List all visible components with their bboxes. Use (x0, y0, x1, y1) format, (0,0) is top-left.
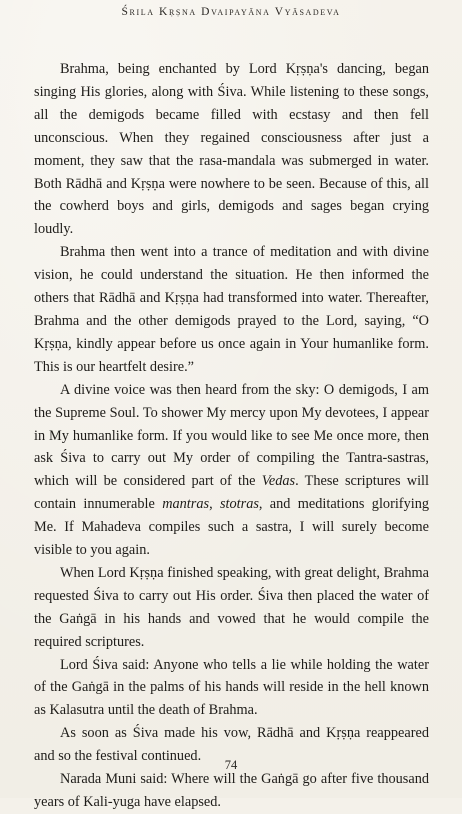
paragraph (34, 654, 429, 723)
italic-text: Vedas (261, 473, 296, 490)
page-number: 74 (224, 758, 238, 772)
text-run: A divine voice was then heard from the sky: O demigods, I am the Supreme Soul. To shower My mercy upon My devotees, I appear in My humanlike form. If you would like to see Me once more, then ask Śiva to carry out My order of compiling the Tantra-sastras, which will be considered part of the (34, 381, 429, 490)
text-run: Lord Śiva said: Anyone who tells a lie while holding the water of the Gaṅgā in the palms of his hands will reside in the hell known as Kalasutra until the death of Brahma. (34, 656, 429, 719)
text-run: As soon as Śiva made his vow, Rādhā and Kṛṣṇa reappeared and so the festival continued. (34, 725, 429, 765)
body-text (34, 58, 429, 814)
text-run: When Lord Kṛṣṇa finished speaking, with great delight, Brahma requested Śiva to carry out His order. Śiva then placed the water of the Gaṅgā in his hands and vowed that he would compile the required scriptures. (34, 564, 429, 650)
paragraph (34, 241, 429, 378)
paragraph (34, 562, 429, 654)
text-run: Narada Muni said: Where will the Gaṅgā go after five thousand years of Kali-yuga have elapsed. (34, 771, 429, 810)
text-run: , and meditations glorifying Me. If Mahadeva compiles such a sastra, I will surely become visible to you again. (34, 496, 429, 559)
paragraph (34, 379, 429, 562)
text-run: Brahma, being enchanted by Lord Kṛṣṇa's dancing, began singing His glories, along with Śiva. While listening to these songs, all the demigods became filled with ecstasy and then fell unconscious. When they regained consciousness after just a moment, they saw that the rasa-mandala was submerged in water. Both Rādhā and Kṛṣṇa were nowhere to be seen. Because of this, all the cowherd boys and girls, demigods and sages began crying loudly. (34, 61, 429, 238)
text-run: . These scriptures will contain innumerable (34, 473, 429, 513)
italic-text: mantras (162, 496, 210, 513)
text-run: Brahma then went into a trance of meditation and with divine vision, he could understand the situation. He then informed the others that Rādhā and Kṛṣṇa had transformed into water. Thereafter, Brahma and the other demigods prayed to the Lord, saying, “O Kṛṣṇa, kindly appear before us once again in Your humanlike form. This is our heartfelt desire.” (34, 244, 429, 375)
running-head: Śrila Kṛṣna Dvaipayāna Vyāsadeva (121, 6, 341, 18)
paragraph (34, 768, 429, 814)
italic-text: stotras (219, 496, 259, 513)
paragraph (34, 58, 429, 241)
text-run: , (209, 496, 220, 513)
